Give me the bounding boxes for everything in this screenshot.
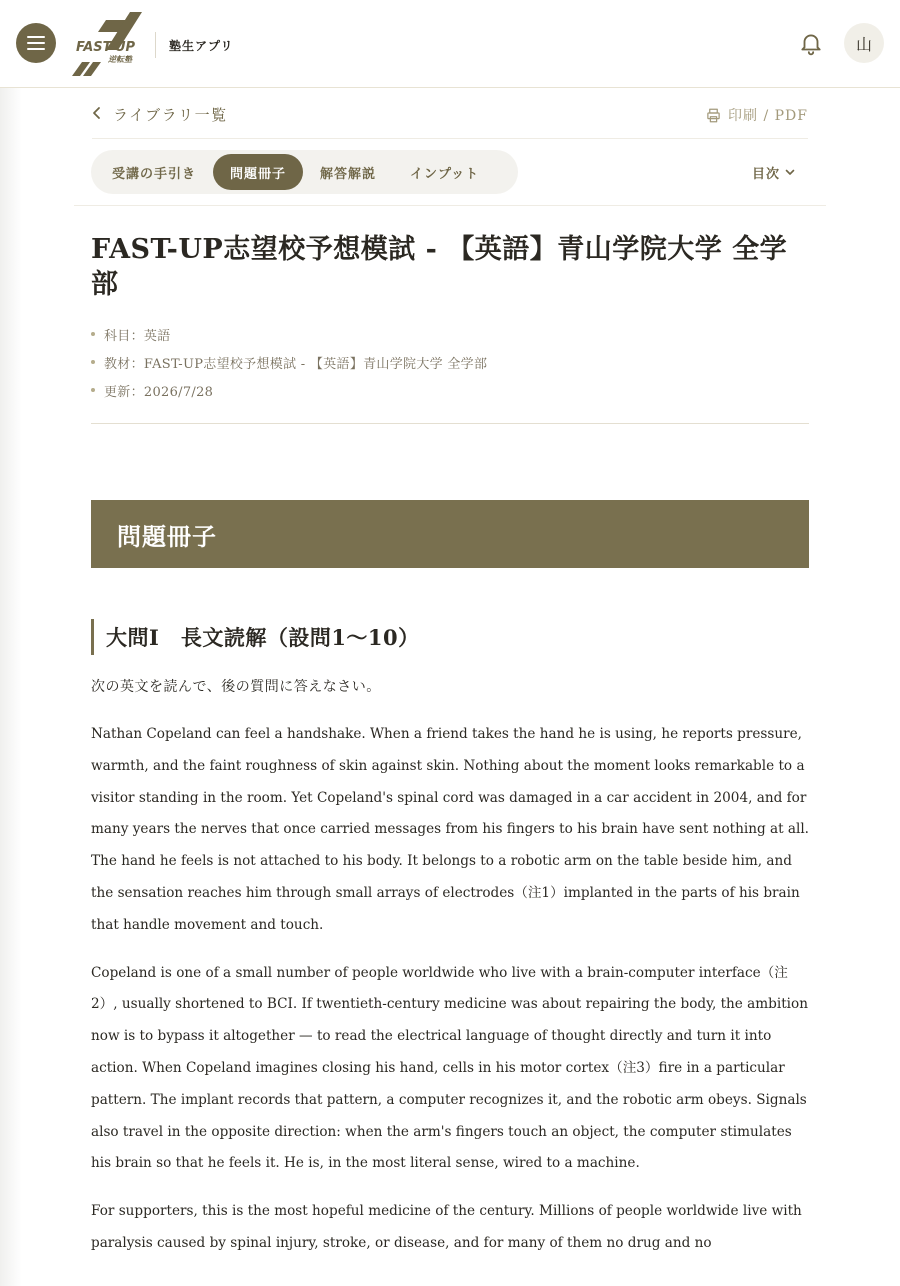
question-heading: 大問Ⅰ 長文読解（設問1〜10） bbox=[91, 619, 420, 655]
doc-tabs bbox=[91, 150, 518, 194]
section-heading-text: 問題冊子 bbox=[117, 521, 217, 551]
meta-list bbox=[91, 320, 487, 404]
logo-divider bbox=[155, 32, 156, 58]
bullet bbox=[91, 360, 95, 364]
passage-paragraph: For supporters, this is the most hopeful medicine of the century. Millions of people worldwide live with paralysis caused by spinal injury, stroke, or disease, and for many of them no drug and no bbox=[91, 1203, 802, 1251]
reading-passage bbox=[91, 719, 809, 1276]
divider bbox=[74, 205, 826, 206]
menu-icon bbox=[27, 36, 45, 50]
divider bbox=[92, 138, 808, 139]
meta-material-text: 教材：FAST-UP志望校予想模試 - 【英語】青山学院大学 全学部 bbox=[104, 356, 488, 372]
svg-text:逆転塾: 逆転塾 bbox=[108, 55, 132, 64]
printer-icon bbox=[706, 108, 721, 123]
print-label: 印刷 / PDF bbox=[728, 108, 808, 124]
instruction-text: 次の英文を読んで、後の質問に答えなさい。 bbox=[91, 679, 381, 695]
divider bbox=[91, 423, 809, 424]
top-bar bbox=[0, 0, 900, 88]
meta-updated-text: 更新：2026/7/28 bbox=[104, 384, 214, 400]
avatar[interactable] bbox=[844, 23, 884, 63]
passage-paragraph: Nathan Copeland can feel a handshake. When a friend takes the hand he is using, he reports pressure, warmth, and the faint roughness of skin against skin. Nothing about the moment looks remarkable to a visitor standing in the room. Yet Copeland's spinal cord was damaged in a car accident in 2004, and for many years the nerves that once carried messages from his fingers to his brain have sent nothing at all. The hand he feels is not attached to his body. It belongs to a robotic arm on the table beside him, and the sensation reaches him through small arrays of electrodes（注1）implanted in the parts of his brain that handle movement and touch. bbox=[91, 726, 810, 933]
tab-guide[interactable]: 受講の手引き bbox=[112, 166, 197, 182]
chevron-down-icon bbox=[785, 169, 795, 176]
bullet bbox=[91, 332, 95, 336]
bullet bbox=[91, 388, 95, 392]
left-edge-shade bbox=[0, 0, 22, 1286]
bell-icon bbox=[798, 30, 824, 56]
passage-paragraph: Copeland is one of a small number of people worldwide who live with a brain-computer interface（注2）, usually shortened to BCI. If twentieth-century medicine was about repairing the body, the ambition now is to bypass it altogether — to read the electrical language of thought directly and turn it into action. When Copeland imagines closing his hand, cells in his motor cortex（注3）fire in a particular pattern. The implant records that pattern, a computer recognizes it, and the robotic arm obeys. Signals also travel in the opposite direction: when the arm's fingers touch an object, the computer stimulates his brain so that he feels it. He is, in the most literal sense, wired to a machine. bbox=[91, 964, 808, 1172]
page-title: FAST-UP志望校予想模試 - 【英語】青山学院大学 全学部 bbox=[91, 234, 788, 300]
tab-input[interactable]: インプット bbox=[410, 166, 480, 182]
meta-material bbox=[91, 348, 487, 376]
menu-button[interactable] bbox=[16, 23, 56, 63]
meta-updated bbox=[91, 376, 487, 404]
tab-question-booklet[interactable]: 問題冊子 bbox=[213, 154, 303, 190]
fast-up-logo[interactable] bbox=[68, 10, 148, 78]
avatar-initial: 山 bbox=[855, 34, 872, 54]
tab-answers[interactable]: 解答解説 bbox=[320, 166, 377, 182]
app-name: 塾生アプリ bbox=[169, 39, 234, 53]
notifications-button[interactable] bbox=[798, 30, 824, 56]
back-to-library-link[interactable] bbox=[92, 104, 228, 125]
print-pdf-button[interactable] bbox=[706, 105, 808, 125]
toc-label: 目次 bbox=[752, 167, 781, 182]
back-label: ライブラリ一覧 bbox=[113, 106, 228, 124]
section-heading bbox=[91, 500, 809, 568]
svg-text:FAST-UP: FAST-UP bbox=[76, 40, 136, 55]
chevron-left-icon bbox=[92, 105, 101, 124]
toc-dropdown[interactable] bbox=[752, 163, 795, 182]
meta-subject-text: 科目：英語 bbox=[104, 328, 171, 344]
meta-subject bbox=[91, 320, 487, 348]
